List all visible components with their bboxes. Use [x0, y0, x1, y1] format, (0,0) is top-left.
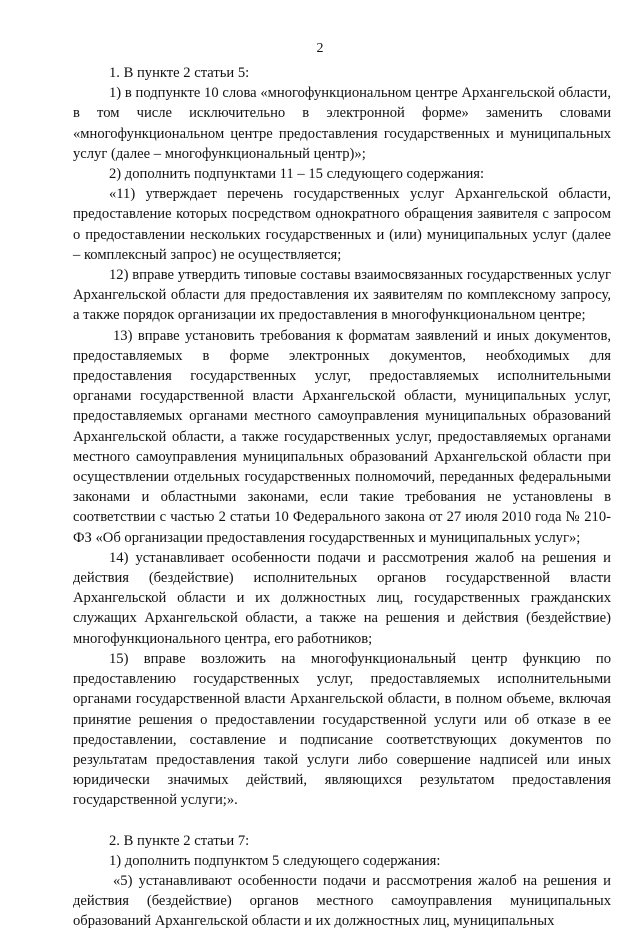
paragraph: 12) вправе утвердить типовые составы взаимосвязанных государственных услуг Архангельской области для предоставления их заявителям по комплексному запросу, а также порядок организации их предоставления в многофункциональном центре; — [73, 267, 611, 324]
page-number: 2 — [316, 41, 324, 56]
paragraph: 13) вправе установить требования к форматам заявлений и иных документов, предоставляемых в форме электронных документов, необходимых для предоставления государственных услуг, предоставляемых исполнительными органами государственной власти Архангельской области, муниципальных услуг, предоставляемых органами местного самоуправления муниципальных образований Архангельской области, а также государственных услуг, предоставляемых органами местного самоуправления муниципальных образований Архангельской области при осуществлении отдельных государственных полномочий, переданных федеральными законами и областными законами, если такие требования не установлены в соответствии с частью 2 статьи 10 Федерального закона от 27 июля 2010 года № 210-ФЗ «Об организации предоставления государственных и муниципальных услуг»; — [73, 327, 611, 546]
paragraph: «11) утверждает перечень государственных услуг Архангельской области, предоставление которых посредством однократного обращения заявителя с запросом о предоставлении нескольких государственных и (или) муниципальных услуг (далее – комплексный запрос) не осуществляется; — [73, 186, 611, 263]
section-heading: 2. В пункте 2 статьи 7: — [109, 832, 250, 849]
section-heading: 1. В пункте 2 статьи 5: — [109, 65, 250, 81]
paragraph: 14) устанавливает особенности подачи и рассмотрения жалоб на решения и действия (бездействие) исполнительных органов государственной власти Архангельской области и их должностных лиц, государственных гражданских служащих Архангельской области, а также на решения и действия (бездействие) многофункционального центра, его работников; — [73, 549, 611, 647]
paragraph: 1) дополнить подпунктом 5 следующего содержания: — [109, 852, 441, 869]
paragraph: 15) вправе возложить на многофункциональный центр функцию по предоставлению государственных услуг, предоставляемых исполнительными органами государственной власти Архангельской области, в полном объеме, включая принятие решения о предоставлении государственной услуги или об отказе в ее предоставлении, составление и подписание соответствующих документов по результатам предоставления такой услуги либо совершение надписей или иных юридически значимых действий, являющихся результатом предоставления государственной услуги;». — [73, 650, 611, 809]
paragraph: 2) дополнить подпунктами 11 – 15 следующего содержания: — [109, 166, 485, 183]
paragraph: 1) в подпункте 10 слова «многофункциональном центре Архангельской области, в том числе исключительно в электронной форме» заменить словами «многофункциональном центре предоставления государственных и муниципальных услуг (далее – многофункциональный центр)»; — [73, 85, 611, 162]
document-body — [73, 63, 611, 932]
paragraph-gap — [73, 811, 611, 831]
paragraph: «5) устанавливают особенности подачи и рассмотрения жалоб на решения и действия (бездействие) органов местного самоуправления муниципальных образований Архангельской области и их должностных лиц, муниципальных — [73, 872, 611, 930]
